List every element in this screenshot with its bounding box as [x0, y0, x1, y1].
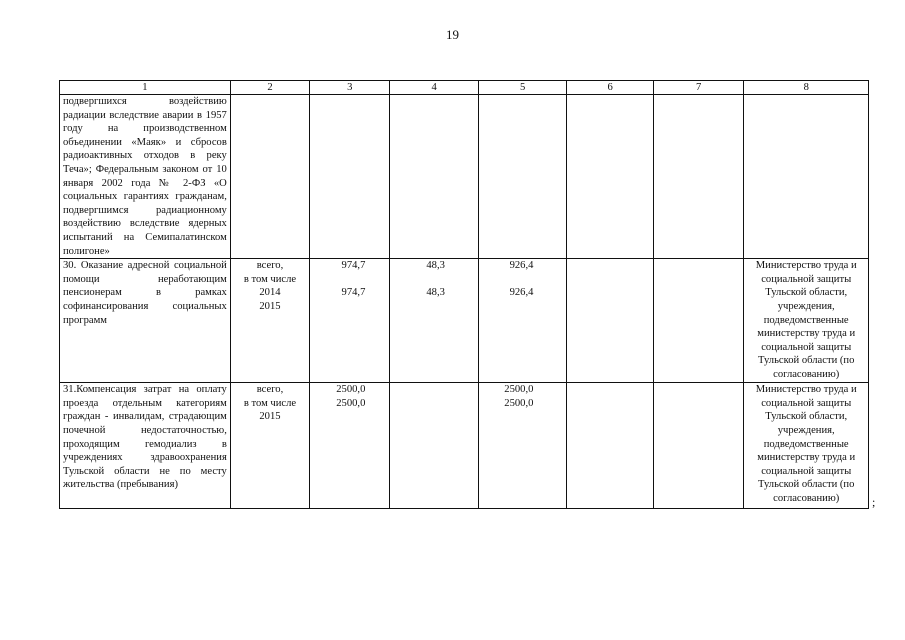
executor-cell	[744, 95, 869, 259]
column-header-8: 8	[744, 81, 869, 95]
years-cell	[230, 259, 309, 383]
value-cell-col7	[653, 383, 744, 509]
table-row	[60, 383, 869, 509]
years-line: 2015	[259, 411, 281, 423]
column-header-6: 6	[567, 81, 653, 95]
value-cell-col6	[567, 383, 653, 509]
column-header-4: 4	[390, 81, 479, 95]
value-cell-col4	[390, 95, 479, 259]
header-row	[60, 81, 869, 95]
value-cell-col5	[478, 259, 567, 383]
years-line: 2015	[259, 300, 281, 312]
value-cell-col6	[567, 259, 653, 383]
value-total: 2500,0	[336, 384, 366, 396]
years-cell	[230, 95, 309, 259]
measure-description: подвергшихся воздействию радиации вследствие аварии в 1957 году на производственном объединении «Маяк» и сбросов радиоактивных отходов в реку Теча»; Федеральным законом от 10 января 2002 года № 2-ФЗ «О социальных гарантиях гражданам, подвергшимся радиационному воздействию вследствие ядерных испытаний на Семипалатинском полигоне»	[60, 95, 231, 259]
value-cell-col3	[310, 95, 390, 259]
column-header-2: 2	[230, 81, 309, 95]
trailing-semicolon: ;	[872, 495, 876, 509]
value-total: 974,7	[341, 260, 366, 272]
value-cell-col3	[310, 259, 390, 383]
value-year: 2500,0	[336, 397, 366, 409]
value-total: 2500,0	[504, 384, 534, 396]
page-number: 19	[446, 27, 459, 42]
value-cell-col5	[478, 95, 567, 259]
years-cell	[230, 383, 309, 509]
table-row	[60, 259, 869, 383]
measure-description: 30. Оказание адресной социальной помощи неработающим пенсионерам в рамках софинансирования социальных программ	[60, 259, 231, 383]
value-cell-col4	[390, 383, 479, 509]
value-year: 974,7	[341, 287, 366, 299]
years-line: всего,	[256, 260, 284, 272]
column-header-5: 5	[478, 81, 567, 95]
value-total: 926,4	[509, 260, 534, 272]
years-line: в том числе	[243, 397, 297, 409]
years-line: 2014	[259, 287, 281, 299]
column-header-7: 7	[653, 81, 744, 95]
value-cell-col6	[567, 95, 653, 259]
column-header-3: 3	[310, 81, 390, 95]
value-cell-col7	[653, 259, 744, 383]
column-header-1: 1	[60, 81, 231, 95]
value-year: 48,3	[426, 287, 445, 299]
value-cell-col7	[653, 95, 744, 259]
years-line: всего,	[256, 384, 284, 396]
value-cell-col4	[390, 259, 479, 383]
value-cell-col3	[310, 383, 390, 509]
measure-description: 31.Компенсация затрат на оплату проезда отдельным категориям граждан - инвалидам, страдающим почечной недостаточностью, проходящим гемодиализ в учреждениях здравоохранения Тульской области не по месту жительства (пребывания)	[60, 383, 231, 509]
executor-cell: Министерство труда и социальной защиты Тульской области, учреждения, подведомственные министерству труда и социальной защиты Тульской области (по согласованию)	[744, 383, 869, 509]
program-table	[59, 80, 869, 509]
years-line: в том числе	[243, 273, 297, 285]
value-total: 48,3	[426, 260, 445, 272]
executor-cell: Министерство труда и социальной защиты Тульской области, учреждения, подведомственные министерству труда и социальной защиты Тульской области (по согласованию)	[744, 259, 869, 383]
table-row	[60, 95, 869, 259]
value-year: 926,4	[509, 287, 534, 299]
value-year: 2500,0	[504, 397, 534, 409]
value-cell-col5	[478, 383, 567, 509]
